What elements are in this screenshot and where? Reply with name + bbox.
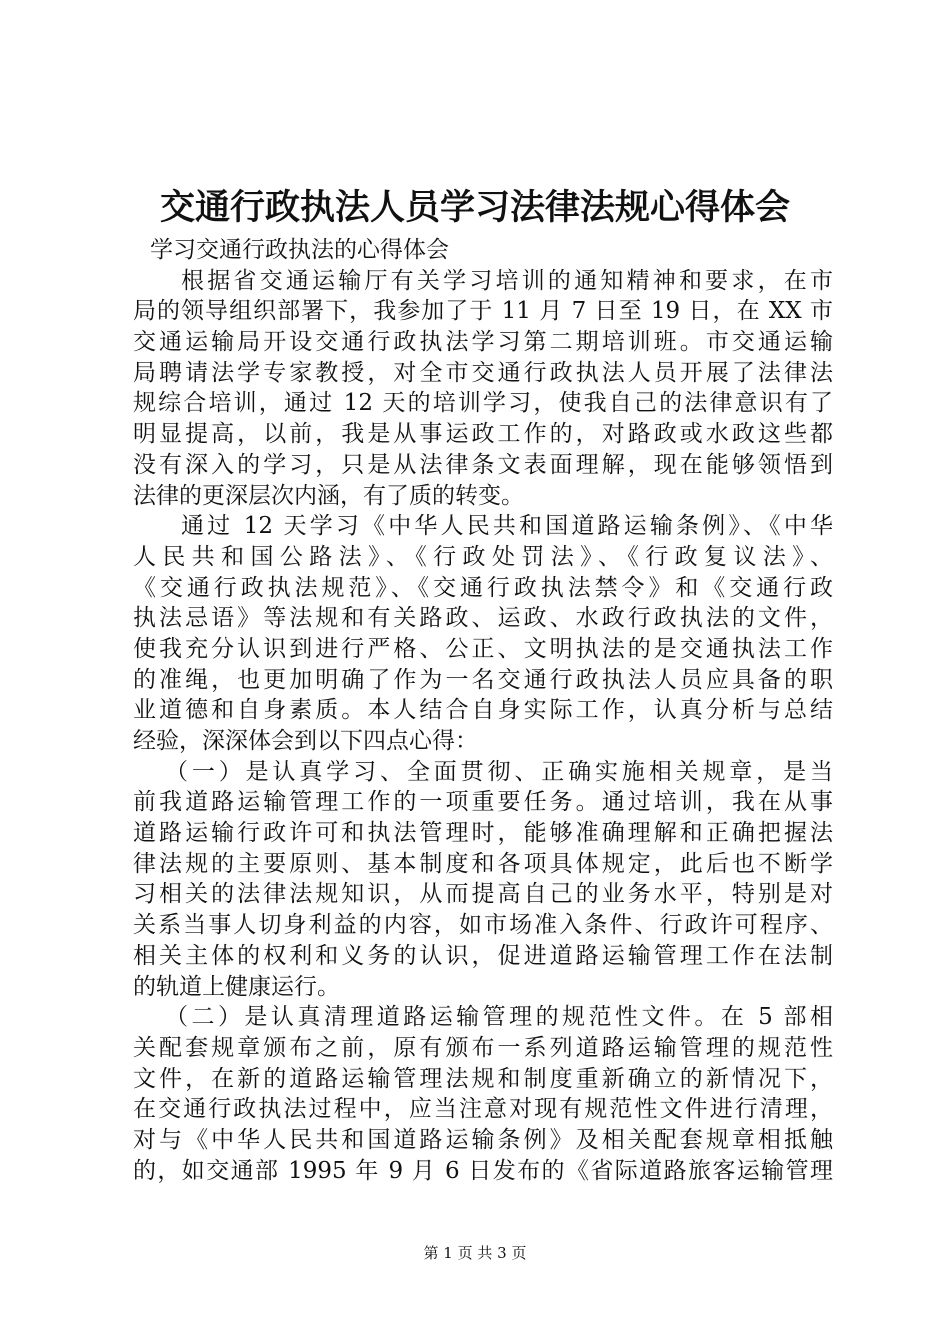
paragraph-line: 根据省交通运输厅有关学习培训的通知精神和要求，在市	[181, 267, 833, 294]
paragraph-line: 习相关的法律法规知识，从而提高自己的业务水平，特别是对	[133, 881, 833, 908]
paragraph-line: 通过 12 天学习《中华人民共和国道路运输条例》、《中华	[181, 513, 833, 540]
paragraph-line: 《交通行政执法规范》、《交通行政执法禁令》和《交通行政	[133, 574, 833, 601]
paragraph-line: 的，如交通部 1995 年 9 月 6 日发布的《省际道路旅客运输管理	[133, 1157, 833, 1184]
paragraph-line: 法律的更深层次内涵，有了质的转变。	[133, 482, 524, 509]
paragraph-line: 规综合培训，通过 12 天的培训学习，使我自己的法律意识有了	[133, 390, 833, 417]
subtitle-line: 学习交通行政执法的心得体会	[150, 237, 449, 263]
document-body	[133, 235, 833, 1186]
paragraph-line: 文件，在新的道路运输管理法规和制度重新确立的新情况下，	[133, 1065, 833, 1092]
paragraph-line: 没有深入的学习，只是从法律条文表面理解，现在能够领悟到	[133, 451, 833, 478]
paragraph-line: 在交通行政执法过程中，应当注意对现有规范性文件进行清理，	[133, 1096, 833, 1123]
paragraph-line: （一）是认真学习、全面贯彻、正确实施相关规章，是当	[165, 758, 833, 785]
paragraph-line: 的轨道上健康运行。	[133, 973, 340, 1000]
paragraph-line: 交通运输局开设交通行政执法学习第二期培训班。市交通运输	[133, 329, 833, 356]
page-footer: 第 1 页 共 3 页	[423, 1244, 527, 1262]
paragraph-line: 经验，深深体会到以下四点心得：	[133, 728, 478, 754]
paragraph-line: 局聘请法学专家教授，对全市交通行政执法人员开展了法律法	[133, 359, 833, 386]
paragraph-line: 业道德和自身素质。本人结合自身实际工作，认真分析与总结	[133, 697, 833, 724]
document-title: 交通行政执法人员学习法律法规心得体会	[159, 187, 790, 228]
paragraph-line: 律法规的主要原则、基本制度和各项具体规定，此后也不断学	[133, 850, 833, 877]
paragraph-line: 道路运输行政许可和执法管理时，能够准确理解和正确把握法	[133, 820, 833, 847]
paragraph-line: 使我充分认识到进行严格、公正、文明执法的是交通执法工作	[133, 635, 833, 662]
paragraph-line: 关配套规章颁布之前，原有颁布一系列道路运输管理的规范性	[133, 1034, 833, 1061]
paragraph-line: 关系当事人切身利益的内容，如市场准入条件、行政许可程序、	[133, 912, 833, 939]
paragraph-line: 局的领导组织部署下，我参加了于 11 月 7 日至 19 日，在 XX 市	[133, 298, 833, 325]
paragraph-line: 对与《中华人民共和国道路运输条例》及相关配套规章相抵触	[133, 1126, 833, 1153]
paragraph-line: 的准绳，也更加明确了作为一名交通行政执法人员应具备的职	[133, 666, 833, 693]
paragraph-line: 人民共和国公路法》、《行政处罚法》、《行政复议法》、	[133, 543, 833, 570]
paragraph-line: 明显提高，以前，我是从事运政工作的，对路政或水政这些都	[133, 421, 833, 448]
paragraph-line: 执法忌语》等法规和有关路政、运政、水政行政执法的文件，	[133, 605, 833, 632]
paragraph-line: （二）是认真清理道路运输管理的规范性文件。在 5 部相	[165, 1004, 833, 1031]
paragraph-line: 前我道路运输管理工作的一项重要任务。通过培训，我在从事	[133, 789, 833, 816]
paragraph-line: 相关主体的权利和义务的认识，促进道路运输管理工作在法制	[133, 942, 833, 969]
